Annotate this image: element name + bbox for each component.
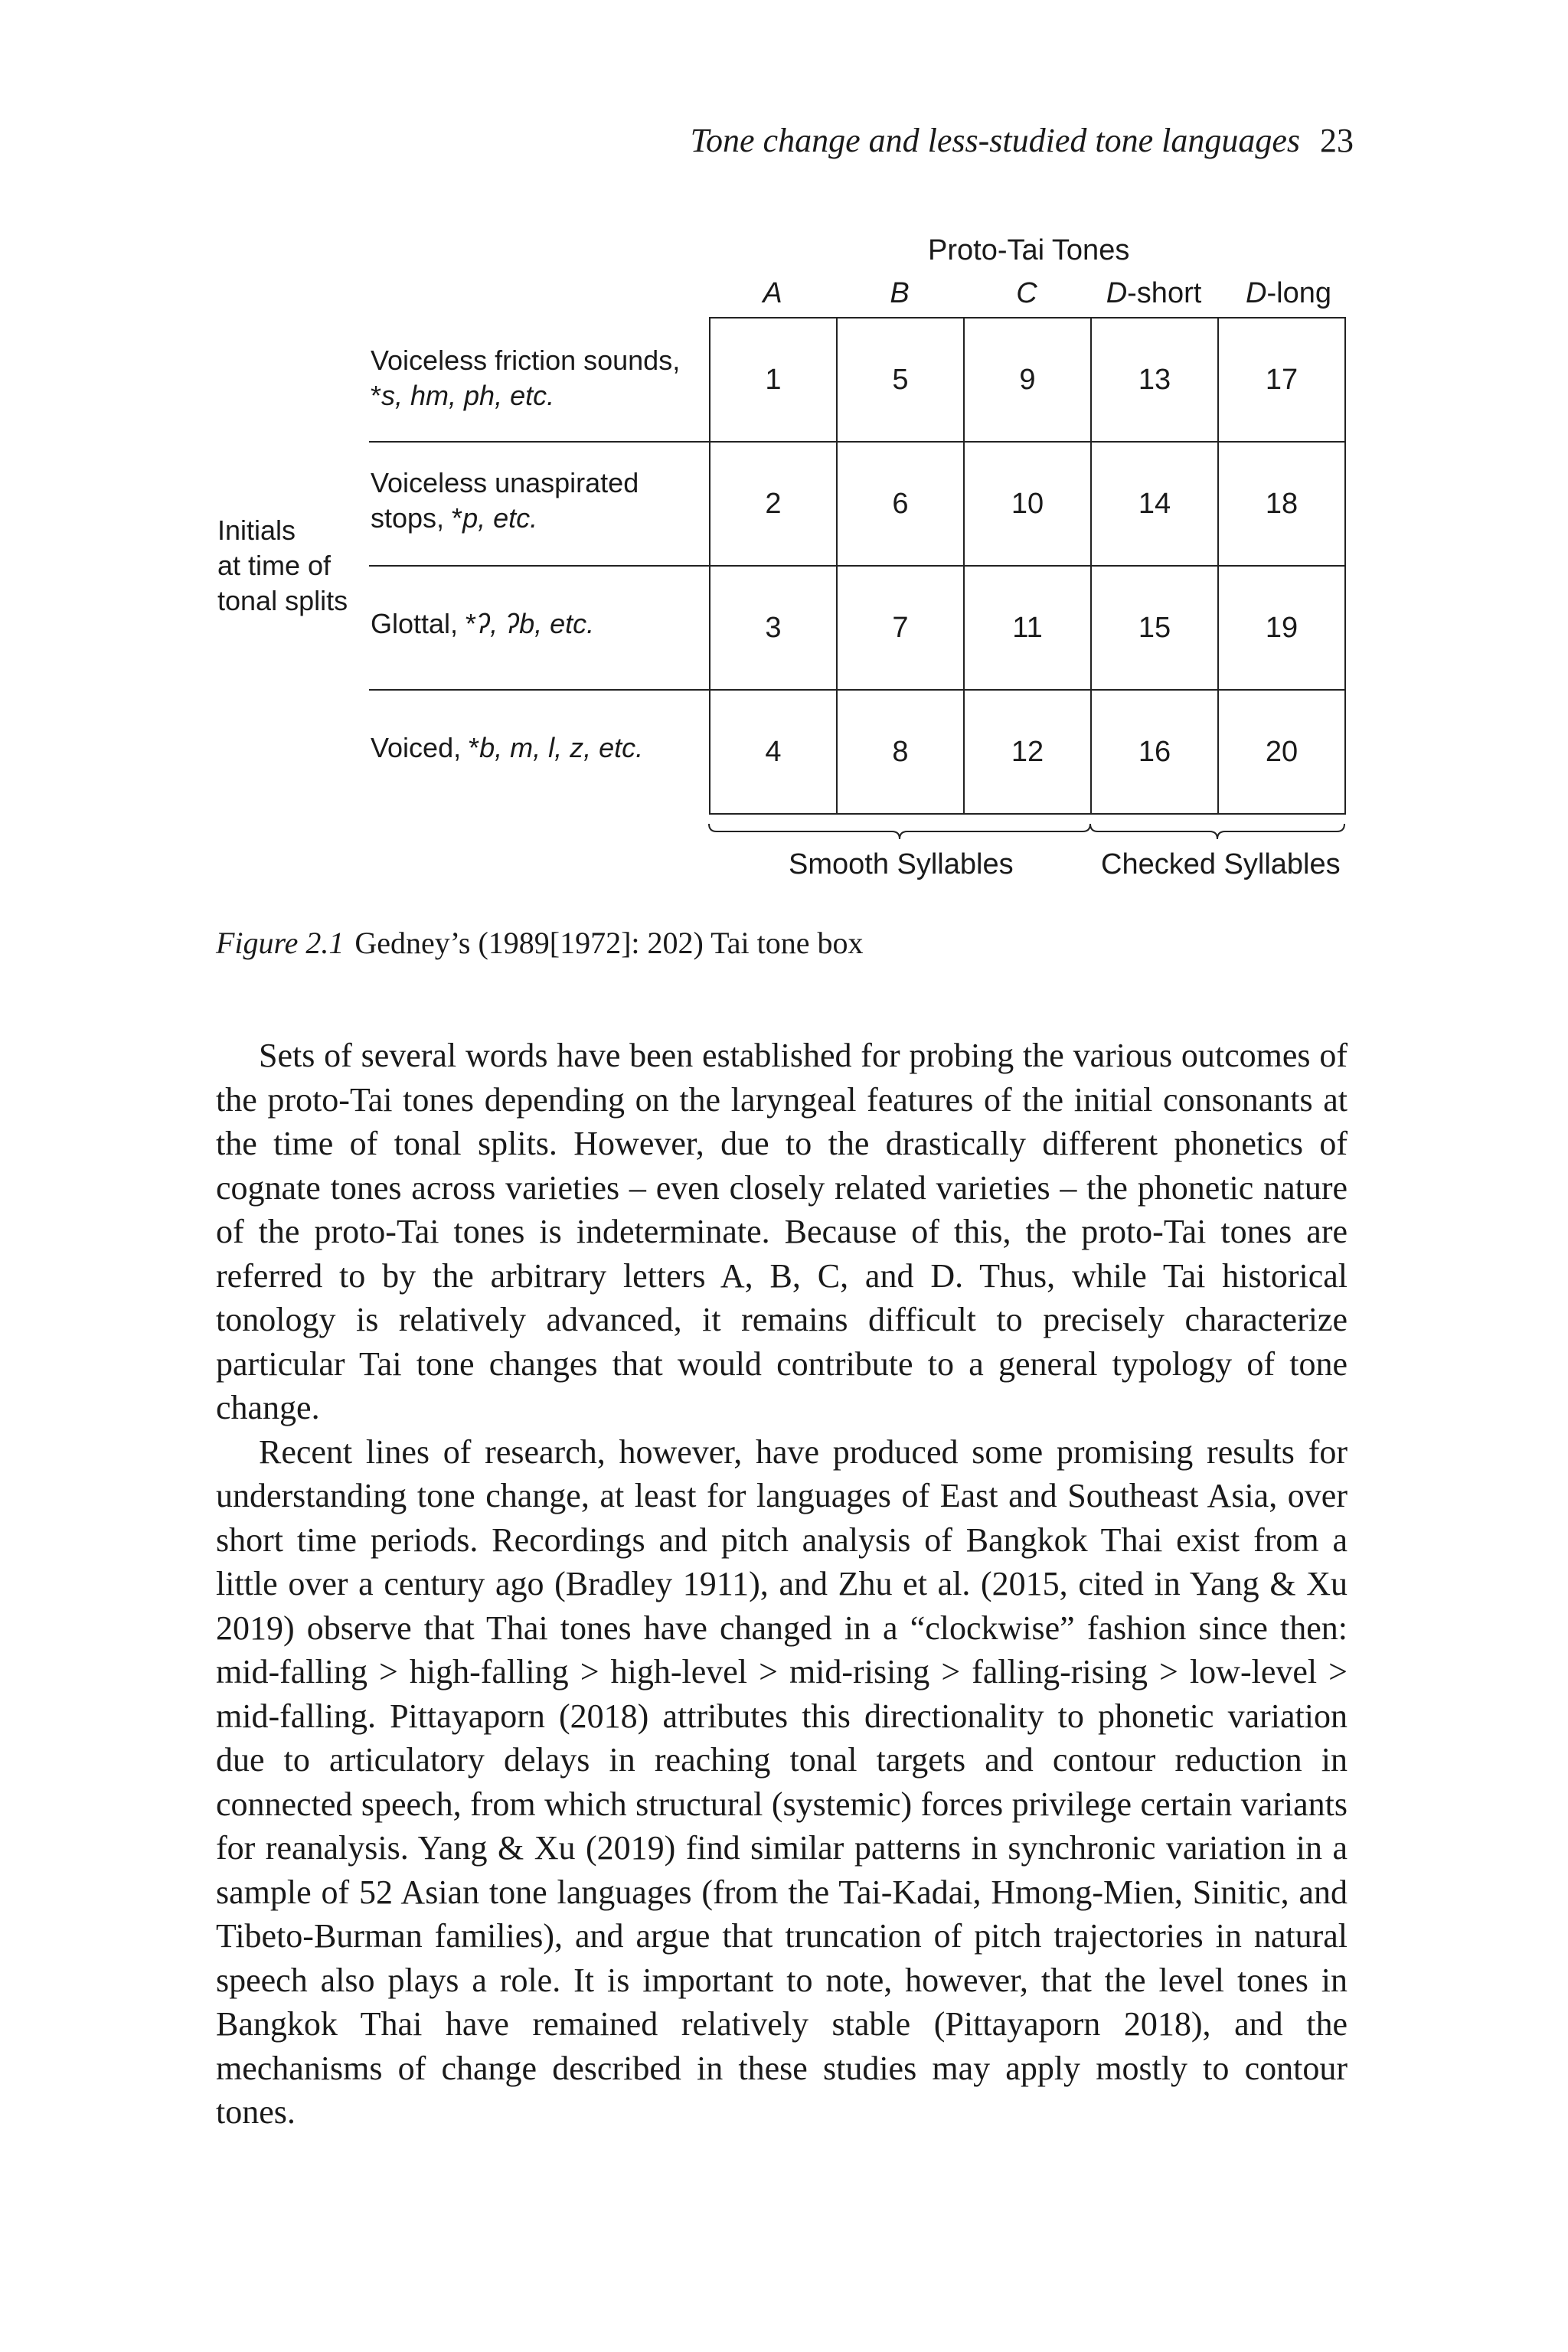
- column-header-d-short: D-short: [1106, 277, 1202, 309]
- table-cell: 19: [1265, 611, 1298, 644]
- table-cell: 7: [892, 611, 909, 644]
- smooth-syllables-brace: [709, 824, 1090, 839]
- table-title: Proto-Tai Tones: [928, 234, 1130, 266]
- table-cell: 5: [892, 363, 909, 396]
- paragraph: Sets of several words have been established for probing the various outcomes of the proto-Tai tones depending on the laryngeal features of the initial consonants at the time of tonal splits. However, due to the drastically different phonetics of cognate tones across varieties – even closely related varieties – the phonetic nature of the proto-Tai tones is indeterminate. Because of this, the proto-Tai tones are referred to by the arbitrary letters A, B, C, and D. Thus, while Tai historical tonology is relatively advanced, it remains difficult to precisely characterize particular Tai tone changes that would contribute to a general typology of tone change.: [216, 1037, 1348, 1426]
- checked-syllables-brace: [1090, 824, 1344, 839]
- table-cell: 15: [1138, 611, 1171, 644]
- table-cell: 17: [1265, 363, 1298, 396]
- running-title: Tone change and less-studied tone languages: [690, 122, 1300, 159]
- table-cell: 3: [765, 611, 782, 644]
- row-label-voiceless-unaspirated: Voiceless unaspirated stops, *p, etc.: [371, 467, 639, 534]
- table-cell: 2: [765, 487, 782, 520]
- table-cell: 8: [892, 735, 909, 768]
- row-label-glottal: Glottal, *ʔ, ʔb, etc.: [371, 608, 595, 639]
- column-header-c: C: [1016, 277, 1037, 309]
- table-cell: 20: [1265, 735, 1298, 768]
- checked-syllables-label: Checked Syllables: [1101, 848, 1341, 880]
- column-header-b: B: [890, 277, 910, 309]
- row-label-voiced: Voiced, *b, m, l, z, etc.: [371, 732, 644, 763]
- table-cell: 18: [1265, 487, 1298, 520]
- column-header-a: A: [763, 277, 782, 309]
- running-header: [691, 121, 1354, 160]
- table-cell: 10: [1011, 487, 1044, 520]
- body-text: [216, 1034, 1348, 2135]
- paragraph: Recent lines of research, however, have produced some promising results for understanding tone change, at least for languages of East and Southeast Asia, over short time periods. Recordings and pitch analysis of Bangkok Thai exist from a little over a century ago (Bradley 1911), and Zhu et al. (2015, cited in Yang & Xu 2019) observe that Thai tones have changed in a “clockwise” fashion since then: mid-falling > high-falling > high-level > mid-rising > falling-rising > low-level > mid-falling. Pittayaporn (2018) attributes this directionality to phonetic variation due to articulatory delays in reaching tonal targets and contour reduction in connected speech, from which structural (systemic) forces privilege certain variants for reanalysis. Yang & Xu (2019) find similar patterns in synchronic variation in a sample of 52 Asian tone languages (from the Tai-Kadai, Hmong-Mien, Sinitic, and Tibeto-Burman families), and argue that truncation of pitch trajectories in natural speech also plays a role. It is important to note, however, that the level tones in Bangkok Thai have remained relatively stable (Pittayaporn 2018), and the mechanisms of change described in these studies may apply mostly to contour tones.: [216, 1432, 1348, 2131]
- side-label: Initials at time of tonal splits: [217, 514, 348, 616]
- column-header-d-long: D-long: [1246, 277, 1331, 309]
- smooth-syllables-label: Smooth Syllables: [789, 848, 1014, 880]
- table-cell: 9: [1019, 363, 1036, 396]
- table-cell: 16: [1138, 735, 1171, 768]
- table-cell: 11: [1012, 611, 1043, 644]
- figure-caption-text: Gedney’s (1989[1972]: 202) Tai tone box: [354, 926, 864, 960]
- table-cell: 4: [765, 735, 782, 768]
- table-cell: 1: [765, 363, 782, 396]
- page-number: 23: [1320, 122, 1354, 159]
- table-cell: 13: [1138, 363, 1171, 396]
- figure-caption-label: Figure 2.1: [216, 926, 345, 960]
- figure-caption: [216, 925, 864, 961]
- table-cell: 6: [892, 487, 909, 520]
- row-label-voiceless-friction: Voiceless friction sounds, *s, hm, ph, etc.: [371, 345, 681, 411]
- table-cell: 14: [1138, 487, 1171, 520]
- table-cell: 12: [1011, 735, 1044, 768]
